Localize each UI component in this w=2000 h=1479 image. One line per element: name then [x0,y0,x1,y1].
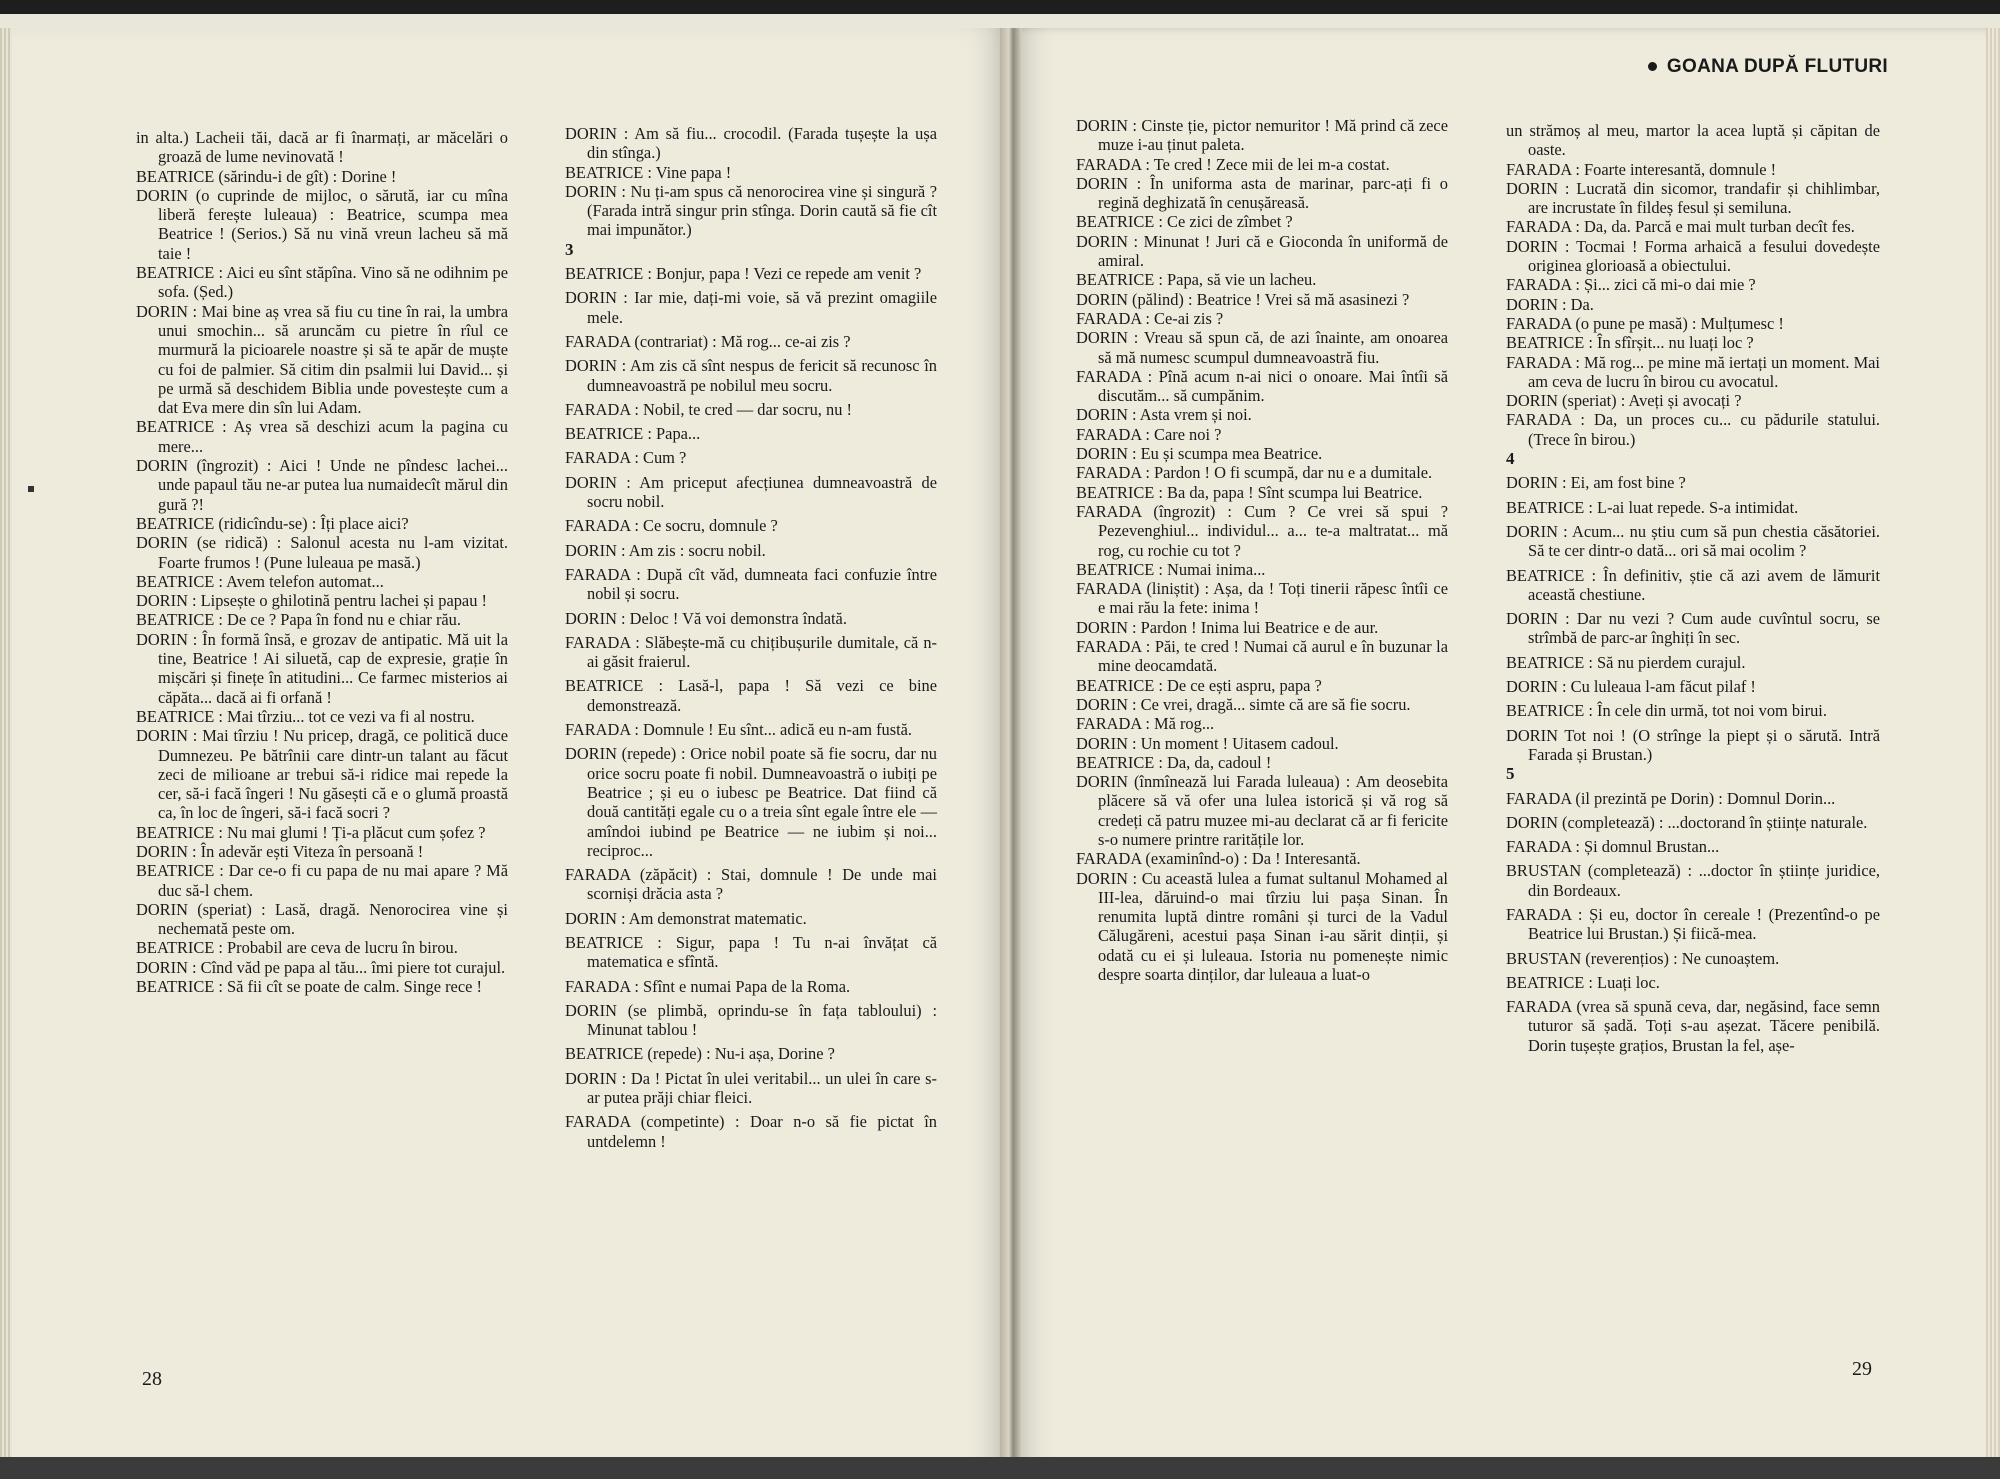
dialogue-line: FARADA (vrea să spună ceva, dar, negăsind, face semn tuturor să șadă. Toți s-au așezat. Tăcere penibilă. Dorin tușește grațios, Brustan la fel, așe- [1506,997,1880,1055]
dialogue-line: BEATRICE : Da, da, cadoul ! [1076,752,1272,772]
dialogue-line: DORIN : Am să fiu... crocodil. (Farada tușește la ușa din stînga.) [565,124,937,163]
book-spine [1000,28,1022,1479]
dialogue-line: BEATRICE : În cele din urmă, tot noi vom birui. [1506,701,1827,721]
dialogue-line: BEATRICE (sărindu-i de gît) : Dorine ! [136,166,397,186]
margin-mark [28,486,34,492]
scene-number-4: 4 [1506,449,1515,469]
scene-5-text [1506,789,1880,1056]
scene-3-text [565,264,937,1151]
dialogue-line: DORIN : Lipsește o ghilotină pentru lachei și papau ! [136,591,487,611]
scan-top-edge [0,0,2000,28]
dialogue-line: FARADA (examinînd-o) : Da ! Interesantă. [1076,849,1361,869]
dialogue-line: DORIN : Iar mie, dați-mi voie, să vă prezint omagiile mele. [565,288,937,327]
dialogue-line: FARADA : Și domnul Brustan... [1506,837,1720,857]
dialogue-line: DORIN : Am demonstrat matematic. [565,908,807,928]
dialogue-line: DORIN Tot noi ! (O strînge la piept și o sărută. Intră Farada și Brustan.) [1506,725,1880,764]
dialogue-line: DORIN (se ridică) : Salonul acesta nu l-am vizitat. Foarte frumos ! (Pune luleaua pe masă.) [136,533,508,572]
scene-number-5: 5 [1506,764,1515,784]
dialogue-line: FARADA (îngrozit) : Cum ? Ce vrei să spui ? Pezevenghiul... individul... a... te-a maltratat... mă rog, cu rochie cu tot ? [1076,501,1448,560]
dialogue-line: FARADA : Pardon ! O fi scumpă, dar nu e a dumitale. [1076,463,1433,483]
dialogue-line: DORIN : Am priceput afecțiunea dumneavoastră de socru nobil. [565,472,937,512]
running-head-title: GOANA DUPĂ FLUTURI [1666,56,1888,77]
dialogue-line: DORIN (completează) : ...doctorand în științe naturale. [1506,812,1868,832]
scene-number-3: 3 [565,239,574,259]
dialogue-line: BEATRICE (repede) : Nu-i așa, Dorine ? [565,1044,835,1064]
dialogue-line: BEATRICE : Numai inima... [1076,559,1266,579]
dialogue-line: FARADA : Nobil, te cred — dar socru, nu ! [565,399,852,419]
dialogue-line: BEATRICE : L-ai luat repede. S-a intimidat. [1506,497,1799,517]
dialogue-line: FARADA (contrariat) : Mă rog... ce-ai zis ? [565,331,851,351]
page-number-right: 29 [1852,1358,1872,1380]
dialogue-line: BEATRICE : De ce ești aspru, papa ? [1076,675,1322,695]
dialogue-line: BEATRICE : Nu mai glumi ! Ți-a plăcut cum șofez ? [136,822,486,842]
left-column-2 [565,124,937,1151]
dialogue-line: BEATRICE : Luați loc. [1506,972,1660,992]
dialogue-line: DORIN : Da. [1506,294,1594,314]
dialogue-line: DORIN : Dar nu vezi ? Cum aude cuvîntul socru, se strîmbă de parc-ar înghiți în sec. [1506,609,1880,648]
dialogue-line: DORIN (speriat) : Lasă, dragă. Nenorocirea vine și nechemată peste om. [136,899,508,939]
dialogue-line: FARADA : Slăbește-mă cu chițibușurile dumitale, că n-ai găsit fraierul. [565,632,937,672]
dialogue-line: DORIN : Asta vrem și noi. [1076,405,1252,425]
left-page [0,28,1010,1479]
dialogue-line: FARADA : Păi, te cred ! Numai că aurul e în buzunar la mine deocamdată. [1076,637,1448,676]
dialogue-line: DORIN : Ei, am fost bine ? [1506,473,1686,493]
dialogue-line: BEATRICE : Papa, să vie un lacheu. [1076,270,1317,290]
dialogue-line: BEATRICE : Vine papa ! [565,162,732,182]
left-column-1 [136,128,508,996]
dialogue-line: FARADA : Ce-ai zis ? [1076,308,1224,328]
scene-2-end [565,124,937,240]
dialogue-line: DORIN : Pardon ! Inima lui Beatrice e de aur. [1076,617,1379,637]
running-head [1648,56,1888,78]
dialogue-line: BEATRICE : Aș vrea să deschizi acum la pagina cu mere... [136,417,508,456]
dialogue-line: DORIN : Cu această lulea a fumat sultanul Mohamed al III-lea, dăruind-o mai tîrziu lui pașa Sinan. În renumita luptă dintre români și turci de la Vadul Călugăreni, acestui pașa Sinan i-au sărit dinții, și odată cu ei și luleaua. Istoria nu pomenește nimic despre soarta dinților, dar luleaua a luat-o [1076,868,1448,985]
dialogue-line: DORIN : Nu ți-am spus că nenorocirea vine și singură ? (Farada intră singur prin stînga. Dorin caută să fie cît mai impunător.) [565,181,937,240]
dialogue-line: DORIN : Acum... nu știu cum să pun chestia căsătoriei. Să te cer dintr-o dată... ori să mai ocolim ? [1506,521,1880,561]
dialogue-line: BEATRICE : Să nu pierdem curajul. [1506,652,1746,672]
dialogue-line: BEATRICE : Mai tîrziu... tot ce vezi va fi al nostru. [136,706,475,726]
dialogue-line: BEATRICE : Avem telefon automat... [136,571,384,591]
scene-4-text [1506,473,1880,764]
dialogue-line: un strămoș al meu, martor la acea luptă și căpitan de oaste. [1506,121,1880,160]
dialogue-line: DORIN (pălind) : Beatrice ! Vrei să mă asasinezi ? [1076,289,1410,309]
dialogue-line: BEATRICE : Bonjur, papa ! Vezi ce repede am venit ? [565,264,922,284]
dialogue-line: FARADA : Și eu, doctor în cereale ! (Prezentînd-o pe Beatrice lui Brustan.) Și fiică-mea. [1506,904,1880,944]
dialogue-line: DORIN : Mai tîrziu ! Nu pricep, dragă, ce politică duce Dumnezeu. Pe bătrînii care dintr-un talant au făcut zeci de milioane ar trebui să-i ridice mai repede la cer, să-i facă îngeri ! Nu găsești că e o glumă proastă ca, în loc de îngeri, să-i facă socri ? [136,726,508,823]
scan-bottom-edge [0,1457,2000,1479]
dialogue-line: DORIN : Mai bine aș vrea să fiu cu tine în rai, la umbra unui smochin... să aruncăm cu pietre în rîul ce murmură la picioarele noastre și să te apăr de muște cu foi de palmier. Să citim din psalmii lui David... și pe urmă să deschidem Biblia unde povestește cum a dat Eva mere din sîn lui Adam. [136,301,508,418]
page-edges-left [0,28,12,1479]
dialogue-line: FARADA : Cum ? [565,448,687,468]
dialogue-line: DORIN (îngrozit) : Aici ! Unde ne pîndesc lachei... unde papaul tău ne-ar putea lua numaidecît mărul din gură ?! [136,456,508,514]
dialogue-line: FARADA : Ce socru, domnule ? [565,516,778,536]
dialogue-line: BRUSTAN (completează) : ...doctor în științe juridice, din Bordeaux. [1506,861,1880,900]
dialogue-line: BRUSTAN (reverențios) : Ne cunoaștem. [1506,948,1780,968]
dialogue-line: FARADA : Te cred ! Zece mii de lei m-a costat. [1076,154,1390,174]
dialogue-line: BEATRICE : Aici eu sînt stăpîna. Vino să ne odihnim pe sofa. (Șed.) [136,263,508,302]
dialogue-line: DORIN : Cu luleaua l-am făcut pilaf ! [1506,677,1756,697]
page-edges-right [1986,28,2000,1479]
dialogue-line: DORIN (o cuprinde de mijloc, o sărută, iar cu mîna liberă ferește luleaua) : Beatrice, scumpa mea Beatrice ! (Serios.) Să nu vină vreun lacheu să mă taie ! [136,185,508,263]
dialogue-line: in alta.) Lacheii tăi, dacă ar fi înarmați, ar măcelări o groază de lume nevinovată ! [136,128,508,167]
dialogue-line: FARADA : Mă rog... [1076,714,1215,734]
dialogue-line: BEATRICE : Sigur, papa ! Tu n-ai învățat că matematica e sfîntă. [565,932,937,972]
dialogue-line: BEATRICE : Lasă-l, papa ! Să vezi ce bine demonstrează. [565,676,937,715]
dialogue-line: BEATRICE : Să fii cît se poate de calm. Singe rece ! [136,977,482,997]
dialogue-line: FARADA : Domnule ! Eu sînt... adică eu n-am fustă. [565,720,913,740]
dialogue-line: DORIN : Vreau să spun că, de azi înainte, am onoarea să mă numesc scumpul dumneavoastră fiu. [1076,328,1448,367]
dialogue-line: DORIN : Cinste ție, pictor nemuritor ! Mă prind că zece muze i-au ținut paleta. [1076,116,1448,155]
dialogue-line: DORIN : Am zis că sînt nespus de fericit să recunosc în dumneavoastră pe nobilul meu socru. [565,356,937,395]
dialogue-line: FARADA : Mă rog... pe mine mă iertați un moment. Mai am ceva de lucru în birou cu avocatul. [1506,352,1880,391]
dialogue-line: DORIN : În uniforma asta de marinar, parc-ați fi o regină deghizată în cenușăreasă. [1076,173,1448,213]
dialogue-line: BEATRICE : În definitiv, știe că azi avem de lămurit această chestiune. [1506,565,1880,604]
dialogue-line: FARADA : Pînă acum n-ai nici o onoare. Mai întîi să discutăm... să cumpănim. [1076,366,1448,406]
dialogue-line: FARADA : După cît văd, dumneata faci confuzie între nobil și socru. [565,564,937,604]
dialogue-line: DORIN : În formă însă, e grozav de antipatic. Mă uit la tine, Beatrice ! Ai siluetă, cap de expresie, grație în mișcări și finețe în atitudini... Ce farmec misterios ai căpăta... dacă ai fi orfană ! [136,629,508,707]
dialogue-line: BEATRICE : Ba da, papa ! Sînt scumpa lui Beatrice. [1076,482,1423,502]
page-number-left: 28 [142,1368,162,1390]
dialogue-line: FARADA (o pune pe masă) : Mulțumesc ! [1506,313,1784,333]
dialogue-line: DORIN : Am zis : socru nobil. [565,540,766,560]
dialogue-line: DORIN : Ce vrei, dragă... simte că are să fie socru. [1076,694,1411,714]
dialogue-line: DORIN : Da ! Pictat în ulei veritabil... un ulei în care s-ar putea prăji chiar fleici. [565,1068,937,1108]
dialogue-line: DORIN : Un moment ! Uitasem cadoul. [1076,733,1339,753]
dialogue-line: FARADA (competinte) : Doar n-o să fie pictat în untdelemn ! [565,1112,937,1151]
dialogue-line: FARADA (zăpăcit) : Stai, domnule ! De unde mai scorniși drăcia asta ? [565,865,937,904]
dialogue-line: DORIN (repede) : Orice nobil poate să fie socru, dar nu orice socru poate fi nobil. Dumneavoastră o iubiți pe Beatrice ; și eu o iubesc pe Beatrice. Dat fiind că două cantități egale cu o a treia sînt egale între ele — amîndoi iubind pe Beatrice — ne iubim și noi... reciproc... [565,744,937,860]
dialogue-line: DORIN : Deloc ! Vă voi demonstra îndată. [565,608,847,628]
dialogue-line: FARADA : Da, un proces cu... cu pădurile statului. (Trece în birou.) [1506,410,1880,449]
dialogue-line: DORIN : În adevăr ești Viteza în persoană ! [136,841,424,861]
dialogue-line: BEATRICE : De ce ? Papa în fond nu e chiar rău. [136,610,461,630]
dialogue-line: FARADA : Care noi ? [1076,424,1222,444]
dialogue-line: FARADA (il prezintă pe Dorin) : Domnul Dorin... [1506,788,1836,808]
right-column-1 [1076,116,1448,984]
dialogue-line: BEATRICE : Papa... [565,424,701,444]
dialogue-line: FARADA : Foarte interesantă, domnule ! [1506,159,1777,179]
dialogue-line: DORIN (speriat) : Aveți și avocați ? [1506,391,1742,411]
right-page [1010,28,2000,1479]
dialogue-line: BEATRICE : Dar ce-o fi cu papa de nu mai apare ? Mă duc să-l chem. [136,861,508,900]
scene-3-end [1506,121,1880,449]
dialogue-line: FARADA (liniștit) : Așa, da ! Toți tinerii răpesc întîi ce e mai rău la fete: inima ! [1076,579,1448,618]
dialogue-line: FARADA : Da, da. Parcă e mai mult turban decît fes. [1506,217,1855,237]
dialogue-line: BEATRICE : În sfîrșit... nu luați loc ? [1506,333,1754,353]
dialogue-line: BEATRICE : Probabil are ceva de lucru în birou. [136,938,458,958]
dialogue-line: DORIN (înmînează lui Farada luleaua) : Am deosebita plăcere să vă ofer una lulea istorică și vă rog să credeți că patru muzee mi-au declarat că ar fi fericite s-o numere printre raritățile lor. [1076,772,1448,849]
dialogue-line: DORIN : Tocmai ! Forma arhaică a fesului dovedește originea glorioasă a obiectului. [1506,236,1880,276]
dialogue-line: DORIN : Cînd văd pe papa al tău... îmi piere tot curajul. [136,957,506,977]
dialogue-line: BEATRICE (ridicîndu-se) : Îți place aici? [136,513,409,533]
right-column-2 [1506,121,1880,1055]
dialogue-line: DORIN : Eu și scumpa mea Beatrice. [1076,444,1323,464]
bullet-icon [1648,62,1657,71]
dialogue-line: FARADA : Și... zici că mi-o dai mie ? [1506,275,1756,295]
dialogue-line: DORIN (se plimbă, oprindu-se în fața tabloului) : Minunat tablou ! [565,1000,937,1040]
dialogue-line: FARADA : Sfînt e numai Papa de la Roma. [565,976,851,996]
dialogue-line: DORIN : Minunat ! Juri că e Gioconda în uniformă de amiral. [1076,231,1448,271]
dialogue-line: DORIN : Lucrată din sicomor, trandafir și chihlimbar, are incrustate în fildeș fesul și semiluna. [1506,178,1880,218]
dialogue-line: BEATRICE : Ce zici de zîmbet ? [1076,212,1293,232]
